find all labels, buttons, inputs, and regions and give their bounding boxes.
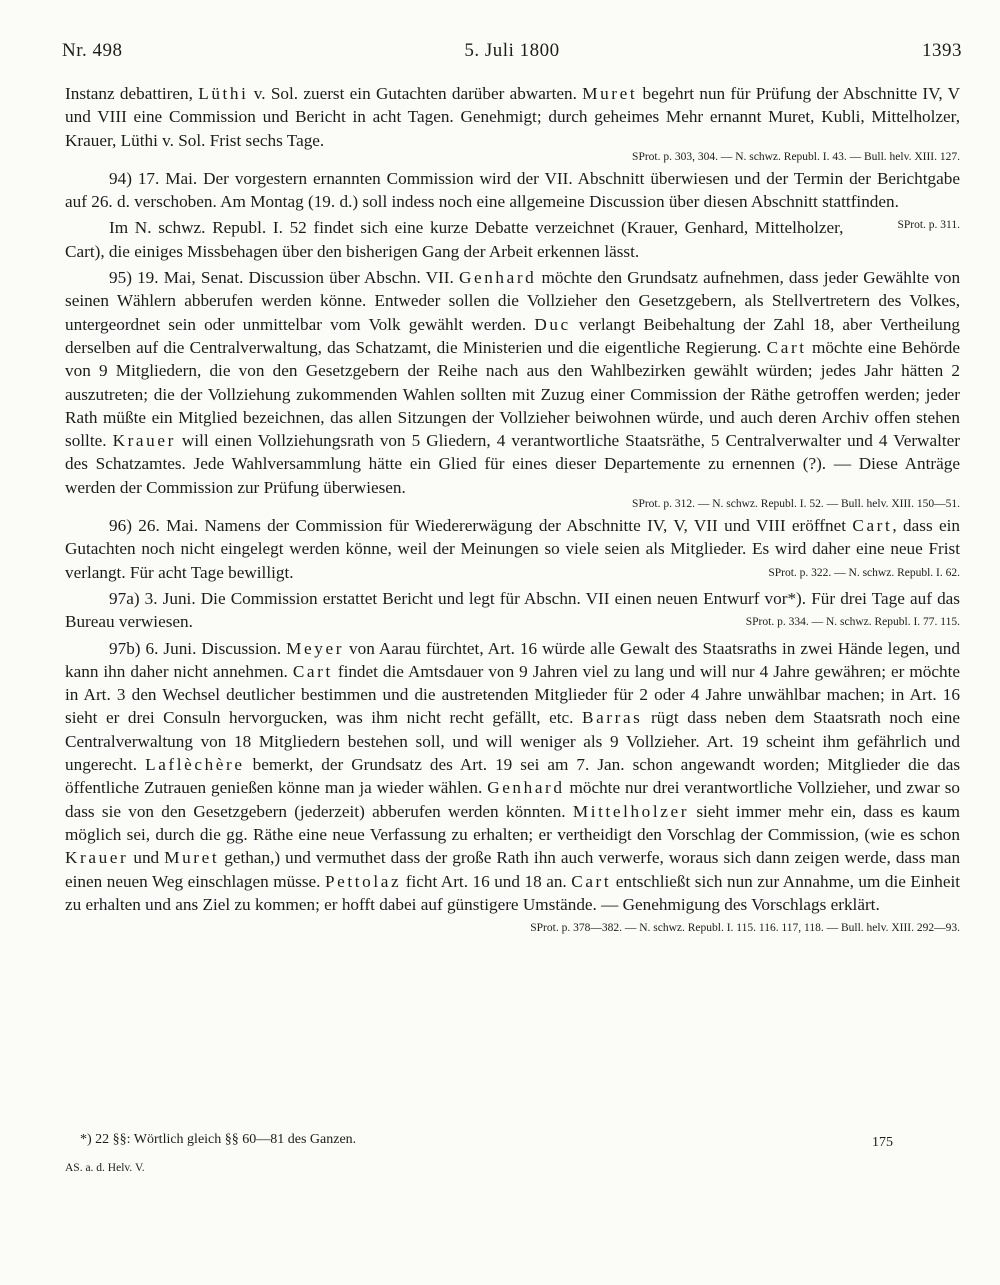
text-run: 97b) 6. Juni. Discussion. — [109, 638, 282, 658]
paragraph-94 — [65, 167, 960, 232]
text-run: von Aarau fürchtet, Art. 16 würde alle Gewalt des Staatsraths in zwei Hände legen, und kann ihn daher nicht annehmen. — [65, 638, 960, 681]
text-run: und — [133, 848, 160, 868]
speaker-name: Barras — [582, 708, 643, 728]
speaker-name: Muret — [164, 848, 220, 868]
text-run: will einen Vollziehungsrath von 5 Gliedern, 4 verantwortliche Staatsräthe, 5 Centralverwalter und 4 Verwalter des Schatzamtes. Jede Wahlversammlung hätte ein Glied für eines dieser Departemente zu ernennen (?). — Diese Anträge werden der Commission zur Prüfung überwiesen. — [65, 431, 960, 497]
speaker-name: Meyer — [286, 638, 345, 658]
source-citation: SProt. p. 378—382. — N. schwz. Republ. I. 115. 116. 117, 118. — Bull. helv. XIII. 292—93. — [530, 922, 960, 935]
text-run: 94) 17. Mai. Der vorgestern ernannten Commission wird der VII. Abschnitt überwiesen und der Termin der Berichtgabe auf 26. d. verschoben. Am Montag (19. d.) soll indess noch eine allgemeine Discussion über diesen Abschnitt stattfinden. — [65, 168, 960, 212]
text-run: möchte nur drei verantwortliche Vollzieher, und zwar so dass sie von den Gesetzgebern (jederzeit) abberufen werden könnten. — [65, 778, 960, 821]
text-run: begehrt nun für Prüfung der Abschnitte IV, V und VIII eine Commission und Bericht in acht Tagen. Genehmigt; durch geheimes Mehr ernannt Muret, Kubli, Mittelholzer, Krauer, Lüthi v. Sol. Frist sechs Tage. — [65, 84, 961, 150]
speaker-name: Krauer — [112, 431, 176, 451]
speaker-name: Genhard — [487, 778, 565, 798]
text-run: , dass ein Gutachten noch nicht eingelegt werden könne, weil der Meinungen so viele seien als Mitglieder. Es wird daher eine neue Frist verlangt. Für acht Tage bewilligt. — [65, 516, 961, 582]
text-run: ficht Art. 16 und 18 an. — [405, 871, 567, 891]
text-run: findet die Amtsdauer von 9 Jahren viel zu lang und will nur 4 Jahre gewähren; er möchte in Art. 3 den Wechsel deutlicher bestimmen und die austretenden Mitglieder für 2 oder 4 Jahre unwählbar machen; in Art. 16 sieht er drei Consuln hervorgucken, was ihm nicht recht gefällt, etc. — [65, 661, 960, 728]
source-citation: SProt. p. 322. — N. schwz. Republ. I. 62. — [768, 566, 960, 579]
text-run: möchte eine Behörde von 9 Mitgliedern, die von den Gesetzgebern der Reihe nach aus den Wahlbezirken gewählt würden; jedes Jahr hätten 2 auszutreten; die der Vollziehung zukommenden Wahlen sollten mit Zuzug einer Commission der Räthe getroffen werden; jeder Rath müßte ein Mitglied bezeichnen, das allen Sitzungen der Vollzieher beiwohnen würde, und auch deren Archiv offen stehen sollte. — [65, 337, 960, 451]
speaker-name: Pettolaz — [325, 871, 402, 891]
speaker-name: Cart — [852, 516, 893, 536]
text-run: verlangt Beibehaltung der Zahl 18, aber Vertheilung derselben auf die Centralverwaltung, das Schatzamt, die Ministerien und die eigentliche Regierung. — [65, 314, 961, 357]
page-number: 1393 — [922, 40, 962, 61]
text-run: bemerkt, der Grundsatz des Art. 19 sei am 7. Jan. schon angewandt worden; Mitglieder die das öffentliche Zutrauen genießen könne man ja wieder wählen. — [65, 755, 961, 798]
speaker-name: Cart — [571, 871, 612, 891]
source-citation: SProt. p. 312. — N. schwz. Republ. I. 52. — Bull. helv. XIII. 150—51. — [632, 498, 960, 511]
speaker-name: Muret — [582, 84, 638, 103]
paragraph-97a — [65, 587, 960, 634]
speaker-name: Genhard — [458, 268, 537, 288]
text-run: 96) 26. Mai. Namens der Commission für Wiedererwägung der Abschnitte IV, V, VII und VIII eröffnet — [109, 516, 846, 536]
footer-abbreviation: AS. a. d. Helv. V. — [65, 1162, 145, 1174]
source-citation: SProt. p. 303, 304. — N. schwz. Republ. I. 43. — Bull. helv. XIII. 127. — [632, 150, 960, 163]
signature-number: 175 — [872, 1135, 893, 1150]
paragraph-note — [65, 216, 960, 263]
text-run: rügt dass neben dem Staatsrath noch eine Centralverwaltung von 18 Mitgliedern bestehen soll, und will weniger als 9 Vollzieher. Art. 19 scheint ihm gefährlich und ungerecht. — [65, 708, 960, 775]
speaker-name: Cart — [766, 337, 807, 357]
speaker-name: Krauer — [65, 848, 129, 868]
text-run: gethan,) und vermuthet dass der große Rath ihn auch verwerfe, woraus sich dann zeigen werde, dass man einen neuen Weg einschlagen müsse. — [65, 848, 961, 891]
speaker-name: Duc — [534, 314, 571, 334]
footnote: *) 22 §§: Wörtlich gleich §§ 60—81 des Ganzen. — [80, 1132, 357, 1147]
paragraph-97b — [65, 637, 961, 935]
text-run: Instanz debattiren, — [65, 84, 193, 103]
text-run: 95) 19. Mai, Senat. Discussion über Abschn. VII. — [109, 268, 454, 288]
speaker-name: Cart — [292, 661, 333, 681]
source-citation: SProt. p. 334. — N. schwz. Republ. I. 77. 115. — [745, 616, 960, 629]
speaker-name: Lüthi — [198, 84, 249, 103]
source-citation: SProt. p. 311. — [897, 219, 960, 232]
header-date: 5. Juli 1800 — [464, 40, 560, 61]
text-run: v. Sol. zuerst ein Gutachten darüber abwarten. — [253, 84, 577, 103]
speaker-name: Laflèchère — [145, 755, 245, 775]
paragraph-95 — [65, 266, 960, 499]
text-run: möchte den Grundsatz aufnehmen, dass jeder Gewählte von seinen Wählern abberufen werden könne. Entweder sollen die Vollzieher den Gesetzgebern, als Stellvertretern des Volkes, untergeordnet sein oder unmittelbar vom Volk gewählt werden. — [65, 268, 961, 334]
paragraph-96 — [65, 514, 960, 584]
page-header — [62, 40, 962, 70]
body-text — [65, 82, 960, 935]
document-number: Nr. 498 — [62, 40, 123, 61]
paragraph-continuation — [65, 82, 960, 152]
speaker-name: Mittelholzer — [572, 801, 690, 821]
text-run: Im N. schwz. Republ. I. 52 findet sich eine kurze Debatte verzeichnet (Krauer, Genhard, Mittelholzer, Cart), die einiges Missbehagen über den bisherigen Gang der Arbeit erkennen lässt. — [65, 218, 844, 261]
text-run: 97a) 3. Juni. Die Commission erstattet Bericht und legt für Abschn. VII einen neuen Entwurf vor*). Für drei Tage auf das Bureau verwiesen. — [65, 588, 960, 632]
text-run: sieht immer mehr ein, dass es kaum möglich sei, durch die gg. Räthe eine neue Verfassung zu erhalten; er vertheidigt den Vorschlag der Commission, (wie es schon — [65, 801, 961, 844]
text-run: entschließt sich nun zur Annahme, um die Einheit zu erhalten und ans Ziel zu kommen; er hofft dabei auf günstigere Umstände. — Genehmigung des Vorschlags erklärt. — [65, 871, 961, 914]
